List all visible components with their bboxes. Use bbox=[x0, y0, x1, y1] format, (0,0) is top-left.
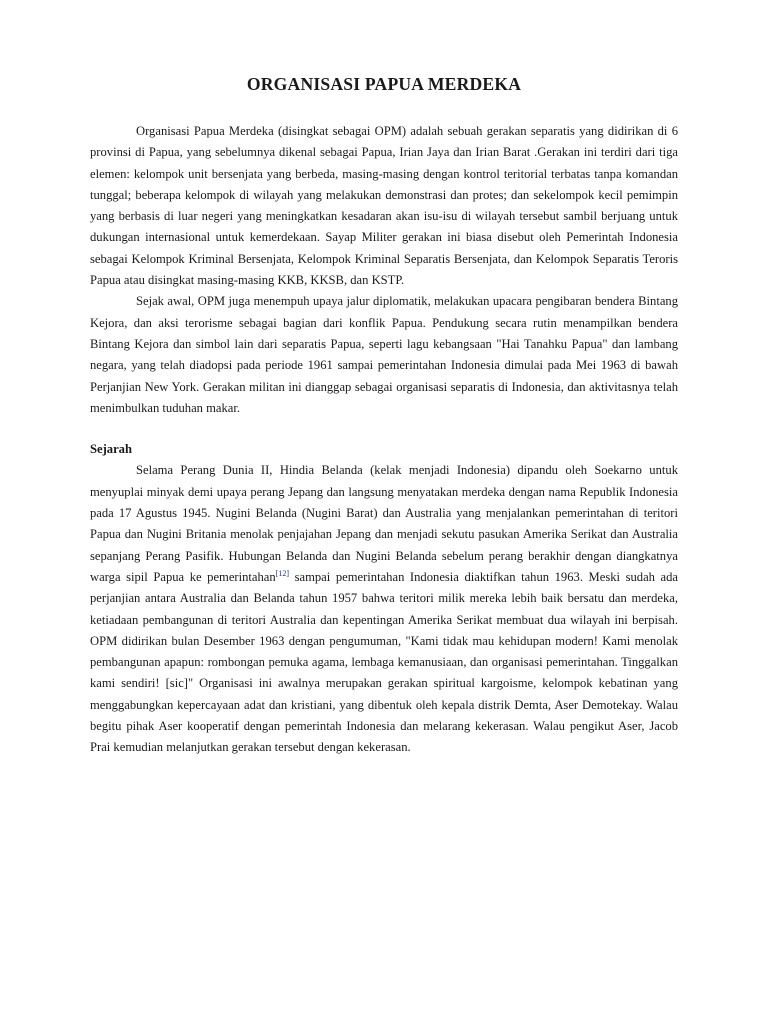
reference-link[interactable]: [12] bbox=[275, 568, 290, 578]
document-title: ORGANISASI PAPUA MERDEKA bbox=[246, 74, 522, 94]
paragraph-diplomacy: Sejak awal, OPM juga menempuh upaya jalur diplomatik, melakukan upacara pengibaran bendera Bintang Kejora, dan aksi terorisme sebagai bagian dari konflik Papua. Pendukung secara rutin menampilkan bendera Bintang Kejora dan simbol lain dari separatis Papua, seperti lagu kebangsaan "Hai Tanahku Papua" dan lambang negara, yang telah diadopsi pada periode 1961 sampai pemerintahan Indonesia dimulai pada Mei 1963 di bawah Perjanjian New York. Gerakan militan ini dianggap sebagai organisasi separatis di Indonesia, dan aktivitasnya telah menimbulkan tuduhan makar. bbox=[90, 294, 678, 415]
paragraph-history bbox=[90, 460, 678, 758]
paragraph-history-part2: sampai pemerintahan Indonesia diaktifkan tahun 1963. Meski sudah ada perjanjian antara Australia dan Belanda tahun 1957 bahwa teritori milik mereka lebih baik bersatu dan merdeka, ketiadaan pembangunan di teritori Australia dan kepentingan Amerika Serikat membuat dua wilayah ini berpisah. OPM didirikan bulan Desember 1963 dengan pengumuman, "Kami tidak mau kehidupan modern! Kami menolak pembangunan apapun: rombongan pemuka agama, lembaga kemanusiaan, dan organisasi pemerintahan. Tinggalkan kami sendiri! [sic]" Organisasi ini awalnya merupakan gerakan spiritual kargoisme, kelompok kebatinan yang menggabungkan kepercayaan adat dan kristiani, yang dibentuk oleh kepala distrik Demta, Aser Demotekay. Walau begitu pihak Aser kooperatif dengan pemerintah Indonesia dan melarang kekerasan. Walau pengikut Aser, Jacob Prai kemudian melanjutkan gerakan tersebut dengan kekerasan. bbox=[90, 569, 679, 755]
paragraph-history-part1: Selama Perang Dunia II, Hindia Belanda (kelak menjadi Indonesia) dipandu oleh Soekarno untuk menyuplai minyak demi upaya perang Jepang dan langsung menyatakan merdeka dengan nama Republik Indonesia pada 17 Agustus 1945. Nugini Belanda (Nugini Barat) dan Australia yang menjalankan pemerintahan di teritori Papua dan Nugini Britania menolak penjajahan Jepang dan menjadi sekutu pasukan Amerika Serikat dan Australia sepanjang Perang Pasifik. Hubungan Belanda dan Nugini Belanda sebelum perang berakhir dengan diangkatnya warga sipil Papua ke pemerintahan bbox=[90, 463, 678, 584]
paragraph-intro: Organisasi Papua Merdeka (disingkat sebagai OPM) adalah sebuah gerakan separatis yang didirikan di 6 provinsi di Papua, yang sebelumnya dikenal sebagai Papua, Irian Jaya dan Irian Barat .Gerakan ini terdiri dari tiga elemen: kelompok unit bersenjata yang berbeda, masing-masing dengan kontrol teritorial terbatas tanpa komandan tunggal; beberapa kelompok di wilayah yang melakukan demonstrasi dan protes; dan sekelompok kecil pemimpin yang berbasis di luar negeri yang meningkatkan kesadaran akan isu-isu di wilayah tersebut sambil berjuang untuk dukungan internasional untuk kemerdekaan. Sayap Militer gerakan ini biasa disebut oleh Pemerintah Indonesia sebagai Kelompok Kriminal Bersenjata, Kelompok Kriminal Separatis Bersenjata, dan Kelompok Separatis Teroris Papua atau disingkat masing-masing KKB, KKSB, dan KSTP. bbox=[90, 124, 678, 288]
section-heading-sejarah: Sejarah bbox=[90, 442, 132, 457]
